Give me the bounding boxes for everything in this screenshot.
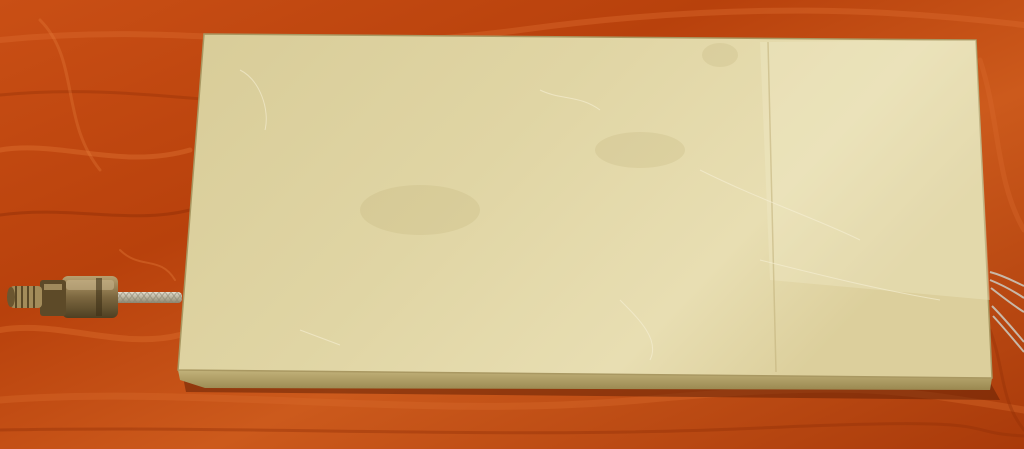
coax-cable (110, 292, 182, 303)
plate-sheen (760, 40, 990, 300)
